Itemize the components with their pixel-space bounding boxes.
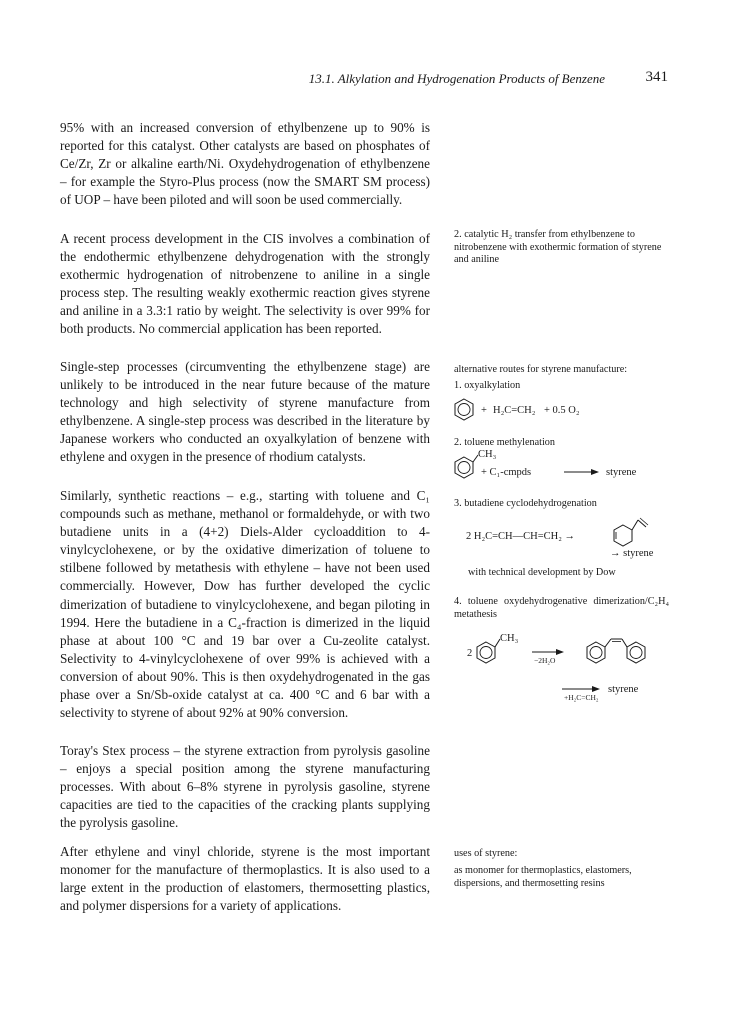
running-header-title: 13.1. Alkylation and Hydrogenation Products of Benzene	[308, 71, 605, 86]
main-column	[60, 119, 430, 209]
ethylene-formula: H₂C=CH₂	[493, 405, 536, 416]
toluene-ring-icon	[455, 455, 478, 478]
alt-routes-title: alternative routes for styrene manufacture:	[454, 364, 628, 375]
margin-note	[454, 229, 669, 267]
scheme-toluene-dimerization	[454, 628, 674, 728]
reaction-arrow-icon	[564, 469, 599, 475]
stilbene-icon	[587, 639, 645, 663]
scheme-oxyalkylation	[454, 396, 674, 426]
main-column	[60, 742, 430, 832]
note-h2-transfer: 2. catalytic H₂ transfer from ethylbenzene to nitrobenzene with exothermic formation of styrene and aniline	[454, 229, 662, 265]
margin-note	[454, 865, 669, 890]
scheme-butadiene	[454, 508, 674, 558]
margin-note	[454, 380, 669, 393]
main-column	[60, 230, 430, 339]
water-elimination: −2H₂O	[534, 656, 556, 665]
margin-note	[454, 364, 669, 377]
route-oxyalkylation: 1. oxyalkylation	[454, 380, 521, 391]
paragraph-1: 95% with an increased conversion of ethylbenzene up to 90% is reported for this catalyst. Other catalysts are based on phosphates of Ce/Zr, Zr or alkaline earth/Ni. Oxydehydrogenation of ethylbenzene – for example the Styro-Plus process (now the SMART SM process) of UOP – have been piloted and will soon be used commercially.	[60, 120, 430, 208]
c1-compounds: + C₁-cmpds	[481, 467, 532, 478]
paragraph-6: After ethylene and vinyl chloride, styrene is the most important monomer for the manufacture of thermoplastics. It is also used to a large extent in the production of elastomers, thermosetting plastics, and polymer dispersions for a variety of applications.	[60, 844, 430, 914]
toluene-ring-icon	[477, 639, 500, 663]
styrene-product: styrene	[608, 684, 639, 695]
paragraph-5: Toray's Stex process – the styrene extraction from pyrolysis gasoline – enjoys a special position among the styrene manufacturing processes. With about 6–8% styrene in pyrolysis gasoline, styrene capacities are tied to the capacities of the cracking plants supplying the pyrolysis gasoline.	[60, 743, 430, 831]
dow-note: with technical development by Dow	[468, 567, 616, 578]
margin-note	[468, 567, 683, 580]
benzene-ring-icon	[455, 399, 473, 420]
paragraph-3: Single-step processes (circumventing the ethylbenzene stage) are unlikely to be introduced in the near future because of the mature technology and high selectivity of styrene manufacture from ethylbenzene. A single-step process was described in the literature by Japanese workers who conducted an oxyalkylation of benzene with ethylene and oxygen in the presence of rhodium catalysts.	[60, 359, 430, 465]
toluene-coefficient: 2	[467, 648, 473, 659]
paragraph-4: Similarly, synthetic reactions – e.g., starting with toluene and C₁ compounds such as methane, methanol or formaldehyde, or with two butadiene units in a (4+2) Diels-Alder cycloaddition to 4-vinylcyclohexene, or by the oxidative dimerization of toluene to stilbene followed by metathesis with ethylene – have not been used commercially. However, Dow has further developed the cyclic dimerization of butadiene to vinylcyclohexene, and began piloting in 1994. Here the butadiene in a C₄-fraction is dimerized in the liquid phase at about 100 °C and 19 bar over a Cu-zeolite catalyst. Selectivity to 4-vinylcyclohexene of over 99% is achieved with a conversion of about 90%. This is then oxydehydrogenated in the gas phase over a Sn/Sb-oxide catalyst at ca. 400 °C and 6 bar with a selectivity to styrene of about 92% at 90% conversion.	[60, 488, 430, 721]
butadiene-product: → styrene	[610, 548, 654, 559]
ethylene-metathesis: +H₂C=CH₂	[564, 693, 599, 702]
uses-text: as monomer for thermoplastics, elastomers, dispersions, and thermosetting resins	[454, 865, 632, 889]
plus-sign: +	[481, 405, 487, 416]
margin-note	[454, 848, 669, 861]
page-number: 341	[645, 69, 668, 85]
running-header	[0, 71, 729, 91]
methyl-label: CH₃	[478, 449, 497, 460]
main-column	[60, 487, 430, 722]
route-toluene-methylenation: 2. toluene methylenation	[454, 437, 555, 448]
scheme-toluene-methylenation	[454, 448, 674, 482]
vinylcyclohexene-icon	[614, 518, 648, 546]
reaction-arrow-icon	[562, 686, 600, 692]
styrene-product: styrene	[606, 467, 637, 478]
margin-note	[454, 596, 669, 621]
butadiene-formula: 2 H₂C=CH—CH=CH₂ →	[466, 531, 576, 542]
route-butadiene-cyclodehydrogenation: 3. butadiene cyclodehydrogenation	[454, 498, 597, 509]
main-column	[60, 843, 430, 915]
main-column	[60, 358, 430, 467]
paragraph-2: A recent process development in the CIS involves a combination of the endothermic ethylbenzene dehydrogenation with the strongly exothermic hydrogenation of nitrobenzene to aniline in a single process step. The resulting weakly exothermic reaction gives styrene and aniline in a 3.3:1 ratio by weight. The selectivity is over 99% for both products. No commercial application has been reported.	[60, 231, 430, 337]
methyl-label: CH₃	[500, 633, 519, 644]
reaction-arrow-icon	[532, 649, 564, 655]
oxygen-term: + 0.5 O₂	[544, 405, 580, 416]
uses-title: uses of styrene:	[454, 848, 518, 859]
route-toluene-dimerization: 4. toluene oxydehydrogenative dimerization/C₂H₄ metathesis	[454, 596, 669, 620]
